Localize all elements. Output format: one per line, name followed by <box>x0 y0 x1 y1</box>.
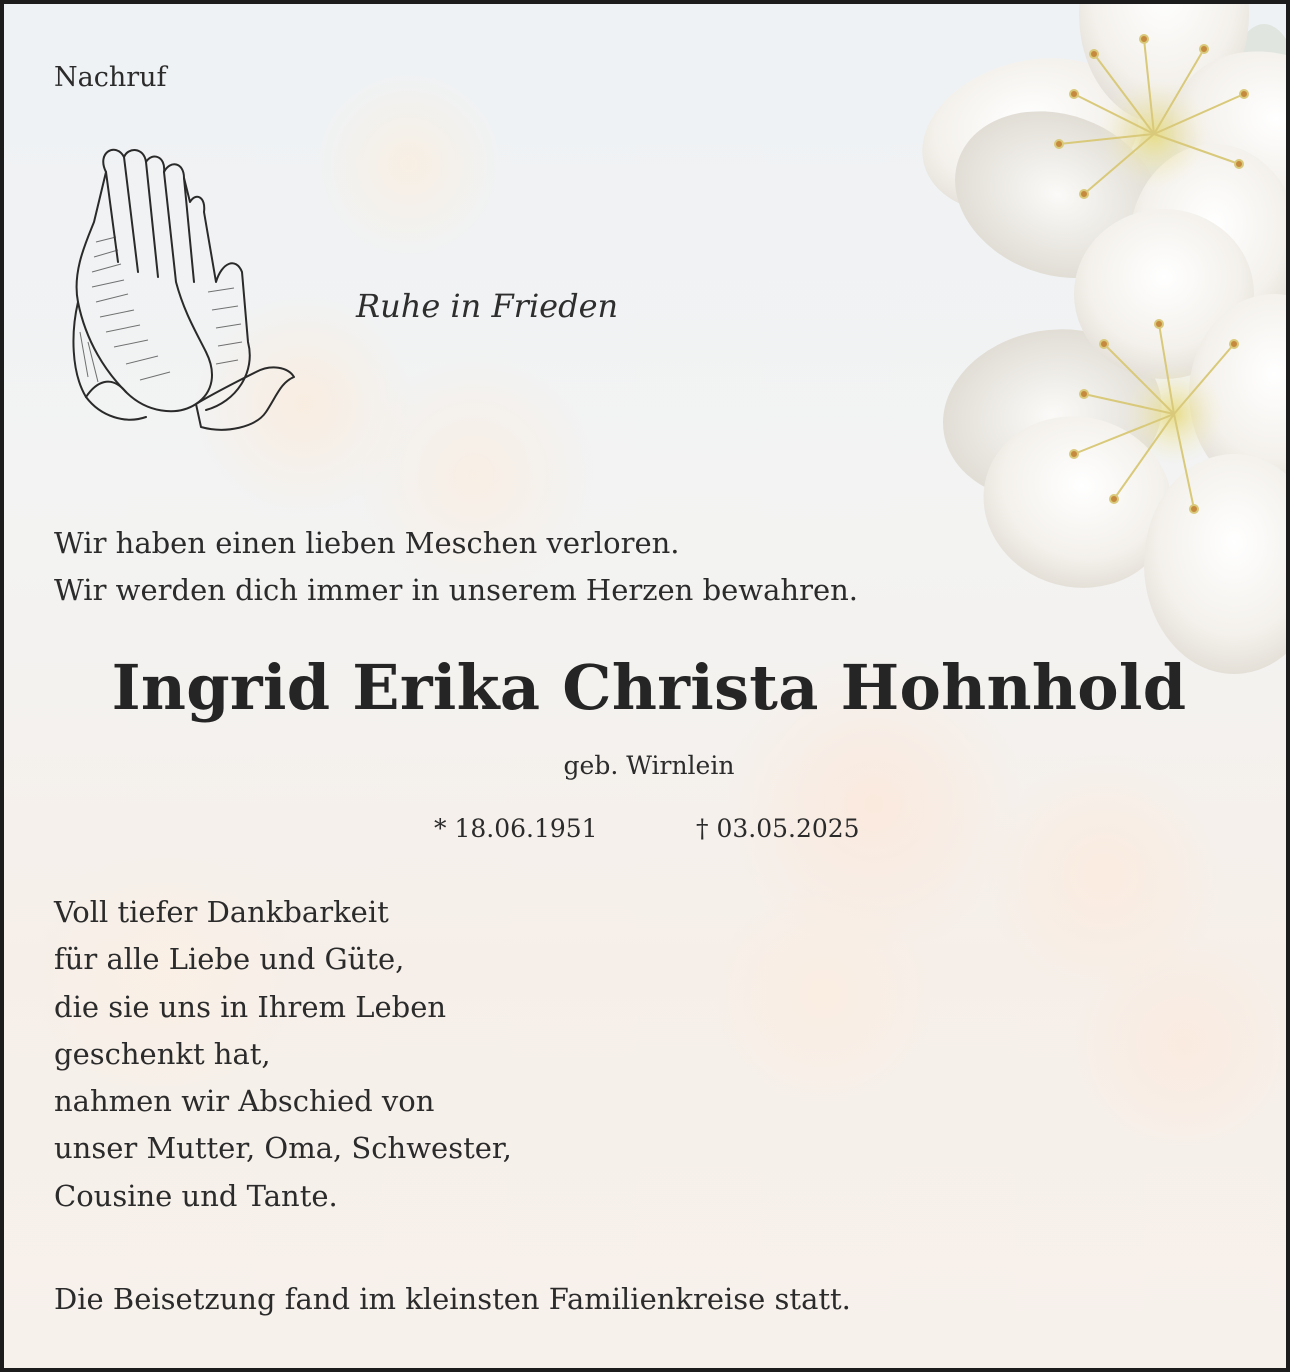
gratitude-text <box>54 889 512 1220</box>
text-line: Cousine und Tante. <box>54 1178 338 1213</box>
text-line: geschenkt hat, <box>54 1036 271 1071</box>
text-line: Voll tiefer Dankbarkeit <box>54 895 389 929</box>
intro-line: Wir haben einen lieben Meschen verloren. <box>54 526 680 560</box>
notice-label: Nachruf <box>54 62 167 93</box>
motto: Ruhe in Frieden <box>356 287 619 325</box>
text-line: nahmen wir Abschied von <box>54 1084 435 1119</box>
deceased-name: Ingrid Erika Christa Hohnhold <box>111 651 1187 724</box>
cherry-blossom-image <box>834 0 1290 694</box>
text-line: für alle Liebe und Güte, <box>54 942 405 977</box>
death-date: † 03.05.2025 <box>696 814 860 843</box>
birth-date: * 18.06.1951 <box>434 814 598 843</box>
praying-hands-icon <box>66 142 301 442</box>
text-line: unser Mutter, Oma, Schwester, <box>54 1131 512 1166</box>
text-line: die sie uns in Ihrem Leben <box>54 989 447 1024</box>
intro-text <box>54 520 858 614</box>
intro-line: Wir werden dich immer in unserem Herzen bewahren. <box>54 573 859 607</box>
funeral-note: Die Beisetzung fand im kleinsten Familienkreise statt. <box>54 1282 851 1316</box>
birth-name: geb. Wirnlein <box>563 751 735 780</box>
